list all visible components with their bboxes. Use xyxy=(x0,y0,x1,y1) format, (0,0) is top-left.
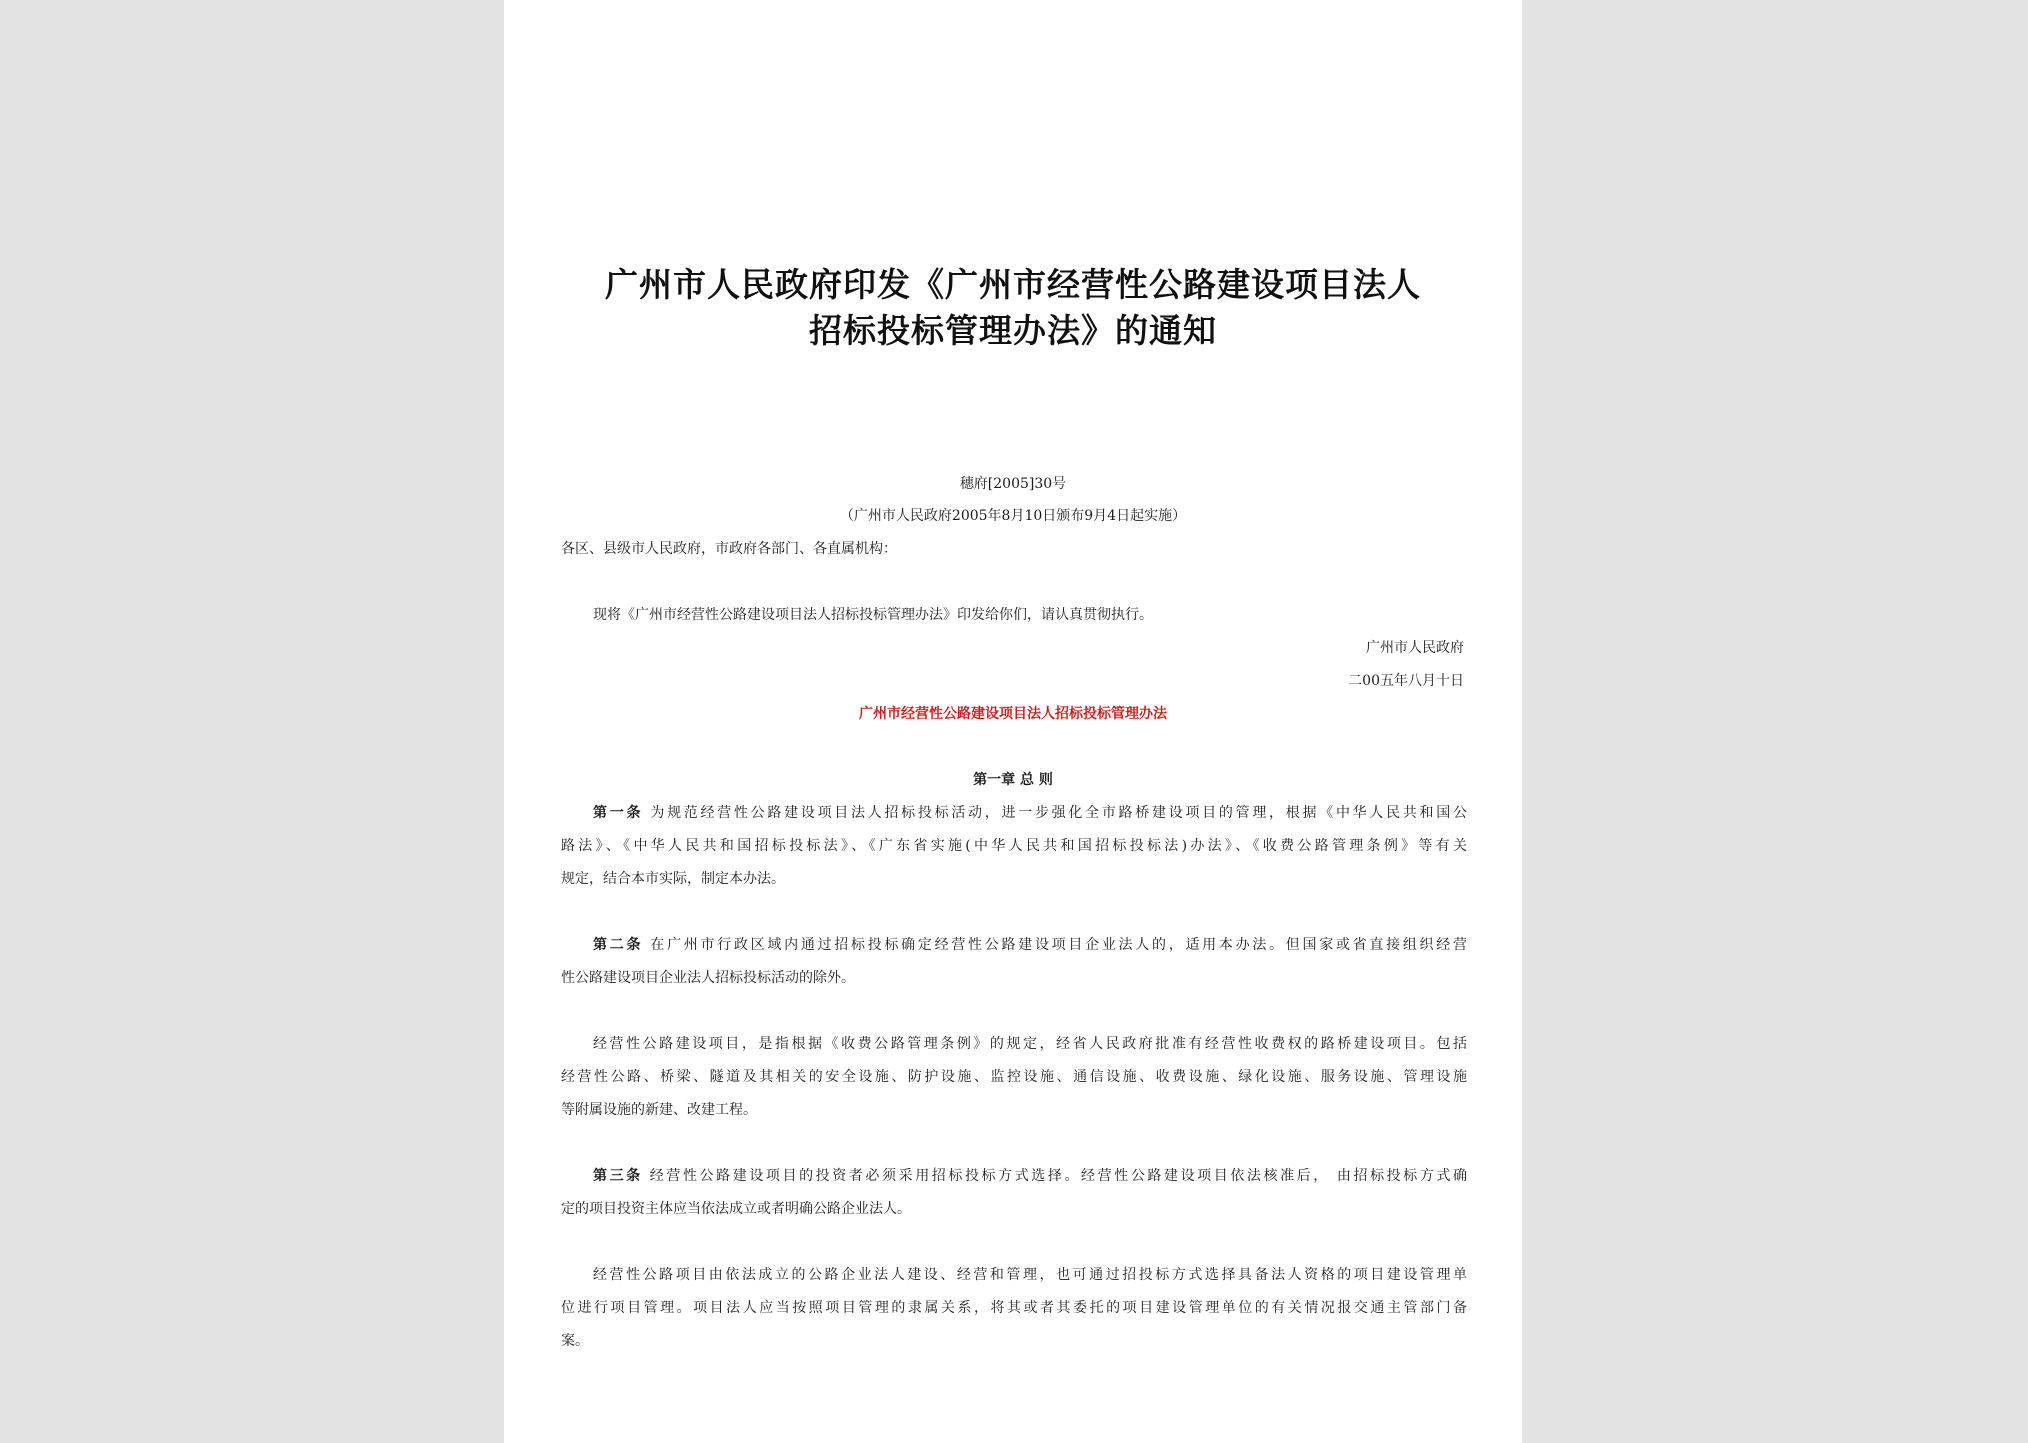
article-2 xyxy=(561,929,1467,995)
measures-title: 广州市经营性公路建设项目法人招标投标管理办法 xyxy=(859,706,1167,722)
signature-date: 二00五年八月十日 xyxy=(1348,673,1464,689)
article-text: 路法》、《中华人民共和国招标投标法》、《广东省实施(中华人民共和国招标投标法)办法》、《收费公路管理条例》等有关 xyxy=(561,838,1467,854)
article-text: 性公路建设项目企业法人招标投标活动的除外。 xyxy=(561,970,855,986)
article-text: 经营性公路建设项目的投资者必须采用招标投标方式选择。经营性公路建设项目依法核准后， 由招标投标方式确 xyxy=(642,1168,1467,1184)
article-label: 第一条 xyxy=(593,805,644,821)
article-label: 第三条 xyxy=(593,1168,643,1184)
article-text: 案。 xyxy=(561,1333,589,1349)
article-text: 规定，结合本市实际，制定本办法。 xyxy=(561,871,785,887)
article-label: 第二条 xyxy=(593,937,644,953)
intro-paragraph: 现将《广州市经营性公路建设项目法人招标投标管理办法》印发给你们，请认真贯彻执行。 xyxy=(593,607,1153,623)
addressee: 各区、县级市人民政府，市政府各部门、各直属机构： xyxy=(561,541,897,557)
article-3-paragraph-2 xyxy=(561,1259,1467,1358)
article-3 xyxy=(561,1160,1467,1226)
document-number: 穗府[2005]30号 xyxy=(959,476,1067,492)
title-line-2: 招标投标管理办法》的通知 xyxy=(809,311,1217,350)
title-line-1: 广州市人民政府印发《广州市经营性公路建设项目法人 xyxy=(605,265,1421,304)
article-1 xyxy=(561,797,1467,896)
signature-organization: 广州市人民政府 xyxy=(1366,640,1464,656)
article-2-paragraph-2 xyxy=(561,1028,1467,1127)
article-text: 为规范经营性公路建设项目法人招标投标活动，进一步强化全市路桥建设项目的管理，根据《中华人民共和国公 xyxy=(643,805,1467,821)
article-text: 经营性公路建设项目，是指根据《收费公路管理条例》的规定，经省人民政府批准有经营性收费权的路桥建设项目。包括 xyxy=(593,1036,1467,1052)
article-text: 位进行项目管理。项目法人应当按照项目管理的隶属关系，将其或者其委托的项目建设管理单位的有关情况报交通主管部门备 xyxy=(561,1300,1467,1316)
article-text: 经营性公路、桥梁、隧道及其相关的安全设施、防护设施、监控设施、通信设施、收费设施、绿化设施、服务设施、管理设施 xyxy=(561,1069,1467,1085)
chapter-title: 第一章 总 则 xyxy=(973,772,1053,788)
article-text: 等附属设施的新建、改建工程。 xyxy=(561,1102,757,1118)
article-text: 经营性公路项目由依法成立的公路企业法人建设、经营和管理，也可通过招投标方式选择具备法人资格的项目建设管理单 xyxy=(593,1267,1467,1283)
article-text: 在广州市行政区域内通过招标投标确定经营性公路建设项目企业法人的，适用本办法。但国家或省直接组织经营 xyxy=(643,937,1467,953)
article-text: 定的项目投资主体应当依法成立或者明确公路企业法人。 xyxy=(561,1201,911,1217)
document-title xyxy=(544,262,1482,354)
promulgation-note: （广州市人民政府2005年8月10日颁布9月4日起实施） xyxy=(839,508,1187,524)
document-page xyxy=(504,0,1522,1443)
